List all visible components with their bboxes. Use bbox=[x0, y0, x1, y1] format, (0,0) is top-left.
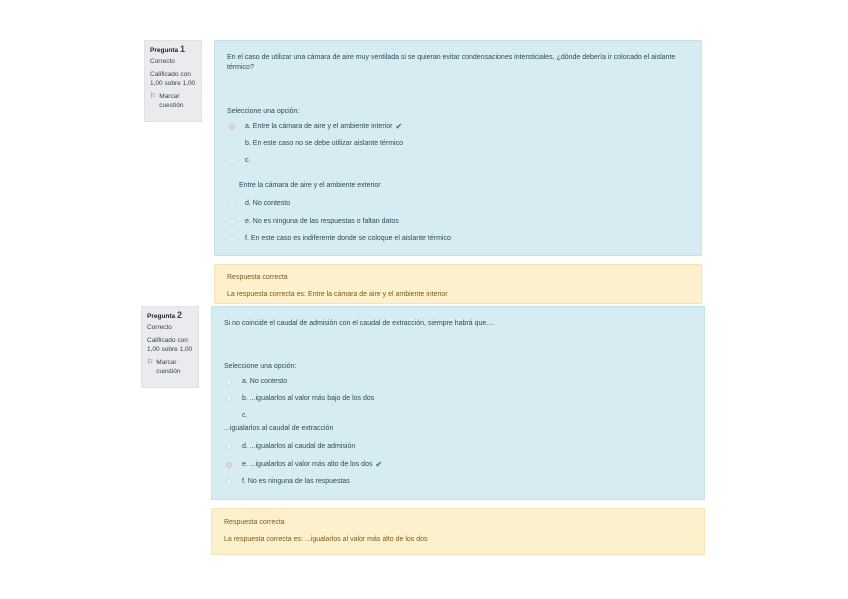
option-label: a. Entre la cámara de aire y el ambiente interior bbox=[245, 123, 393, 130]
check-icon: ✔ bbox=[375, 460, 383, 469]
flag-question-link[interactable] bbox=[150, 92, 196, 110]
question-state: Correcto bbox=[150, 58, 175, 65]
feedback-title: Respuesta correcta bbox=[227, 274, 288, 281]
option-label: f. En este caso es indiferente donde se coloque el aislante térmico bbox=[245, 235, 451, 242]
option-label: b. ...igualarlos al valor más bajo de los dos bbox=[242, 395, 375, 402]
radio-button[interactable] bbox=[229, 124, 235, 130]
flag-icon: ⚐ bbox=[147, 359, 154, 366]
question-grade: Calificado con 1,00 sobre 1,00 bbox=[150, 71, 196, 87]
option-label: e. ...igualarlos al valor más alto de los dos bbox=[242, 461, 373, 468]
flag-question-link[interactable] bbox=[147, 358, 193, 376]
option-a[interactable] bbox=[226, 377, 287, 387]
feedback-answer: La respuesta correcta es: Entre la cámara de aire y el ambiente interior bbox=[227, 291, 448, 298]
option-label: a. No contesto bbox=[242, 378, 288, 385]
radio-button[interactable] bbox=[229, 158, 235, 164]
option-label: d. No contesto bbox=[245, 200, 291, 207]
option-label: c. bbox=[245, 157, 251, 164]
question-title bbox=[150, 45, 196, 55]
question-content bbox=[214, 40, 702, 256]
option-c[interactable] bbox=[229, 156, 250, 166]
option-e[interactable] bbox=[226, 460, 382, 470]
option-e[interactable] bbox=[229, 217, 399, 227]
option-c[interactable] bbox=[226, 411, 247, 421]
check-icon: ✔ bbox=[395, 122, 403, 131]
radio-button[interactable] bbox=[226, 444, 232, 450]
radio-button[interactable] bbox=[226, 396, 232, 402]
question-info bbox=[144, 40, 202, 122]
question-number: 2 bbox=[176, 310, 182, 320]
question-content bbox=[211, 306, 705, 500]
option-a[interactable] bbox=[229, 122, 402, 132]
option-c-text: Entre la cámara de aire y el ambiente exterior bbox=[239, 182, 381, 189]
feedback-box bbox=[214, 264, 702, 304]
option-b[interactable] bbox=[229, 139, 403, 149]
question-number: 1 bbox=[179, 44, 185, 54]
radio-button[interactable] bbox=[226, 479, 232, 485]
option-b[interactable] bbox=[226, 394, 374, 404]
option-d[interactable] bbox=[226, 442, 355, 452]
question-text: Si no coincide el caudal de admisión con el caudal de extracción, siempre habrá que.... bbox=[224, 320, 495, 327]
radio-button[interactable] bbox=[226, 379, 232, 385]
option-label: f. No es ninguna de las respuestas bbox=[242, 478, 350, 485]
radio-button[interactable] bbox=[226, 462, 232, 468]
option-c-text: ...igualarlos al caudal de extracción bbox=[224, 425, 334, 432]
option-f[interactable] bbox=[229, 234, 451, 244]
option-label: e. No es ninguna de las respuestas o faltan datos bbox=[245, 218, 399, 225]
flag-icon: ⚐ bbox=[150, 93, 157, 100]
option-label: c. bbox=[242, 412, 248, 419]
question-label: Pregunta bbox=[150, 47, 179, 54]
feedback-title: Respuesta correcta bbox=[224, 519, 285, 526]
flag-label: Marcar cuestión bbox=[156, 359, 181, 375]
question-info bbox=[141, 306, 199, 388]
radio-button[interactable] bbox=[229, 201, 235, 207]
question-state: Correcto bbox=[147, 324, 172, 331]
option-d[interactable] bbox=[229, 199, 290, 209]
question-text: En el caso de utilizar una cámara de aire muy ventilada si se quieran evitar condensaciones intersticiales, ¿dónde debería ir colocado el aislante térmico? bbox=[227, 54, 676, 71]
answer-prompt: Seleccione una opción: bbox=[227, 108, 300, 115]
radio-button[interactable] bbox=[229, 236, 235, 242]
radio-button[interactable] bbox=[226, 413, 232, 419]
question-title bbox=[147, 311, 193, 321]
radio-button[interactable] bbox=[229, 141, 235, 147]
option-f[interactable] bbox=[226, 477, 350, 487]
feedback-answer: La respuesta correcta es: ...igualarlos al valor más alto de los dos bbox=[224, 536, 428, 543]
question-grade: Calificado con 1,00 sobre 1,00 bbox=[147, 337, 193, 353]
option-label: d. ...igualarlos al caudal de admisión bbox=[242, 443, 356, 450]
feedback-box bbox=[211, 508, 705, 555]
radio-button[interactable] bbox=[229, 219, 235, 225]
answer-prompt: Seleccione una opción: bbox=[224, 363, 297, 370]
flag-label: Marcar cuestión bbox=[159, 93, 184, 109]
option-label: b. En este caso no se debe utilizar aislante térmico bbox=[245, 140, 403, 147]
question-label: Pregunta bbox=[147, 313, 176, 320]
